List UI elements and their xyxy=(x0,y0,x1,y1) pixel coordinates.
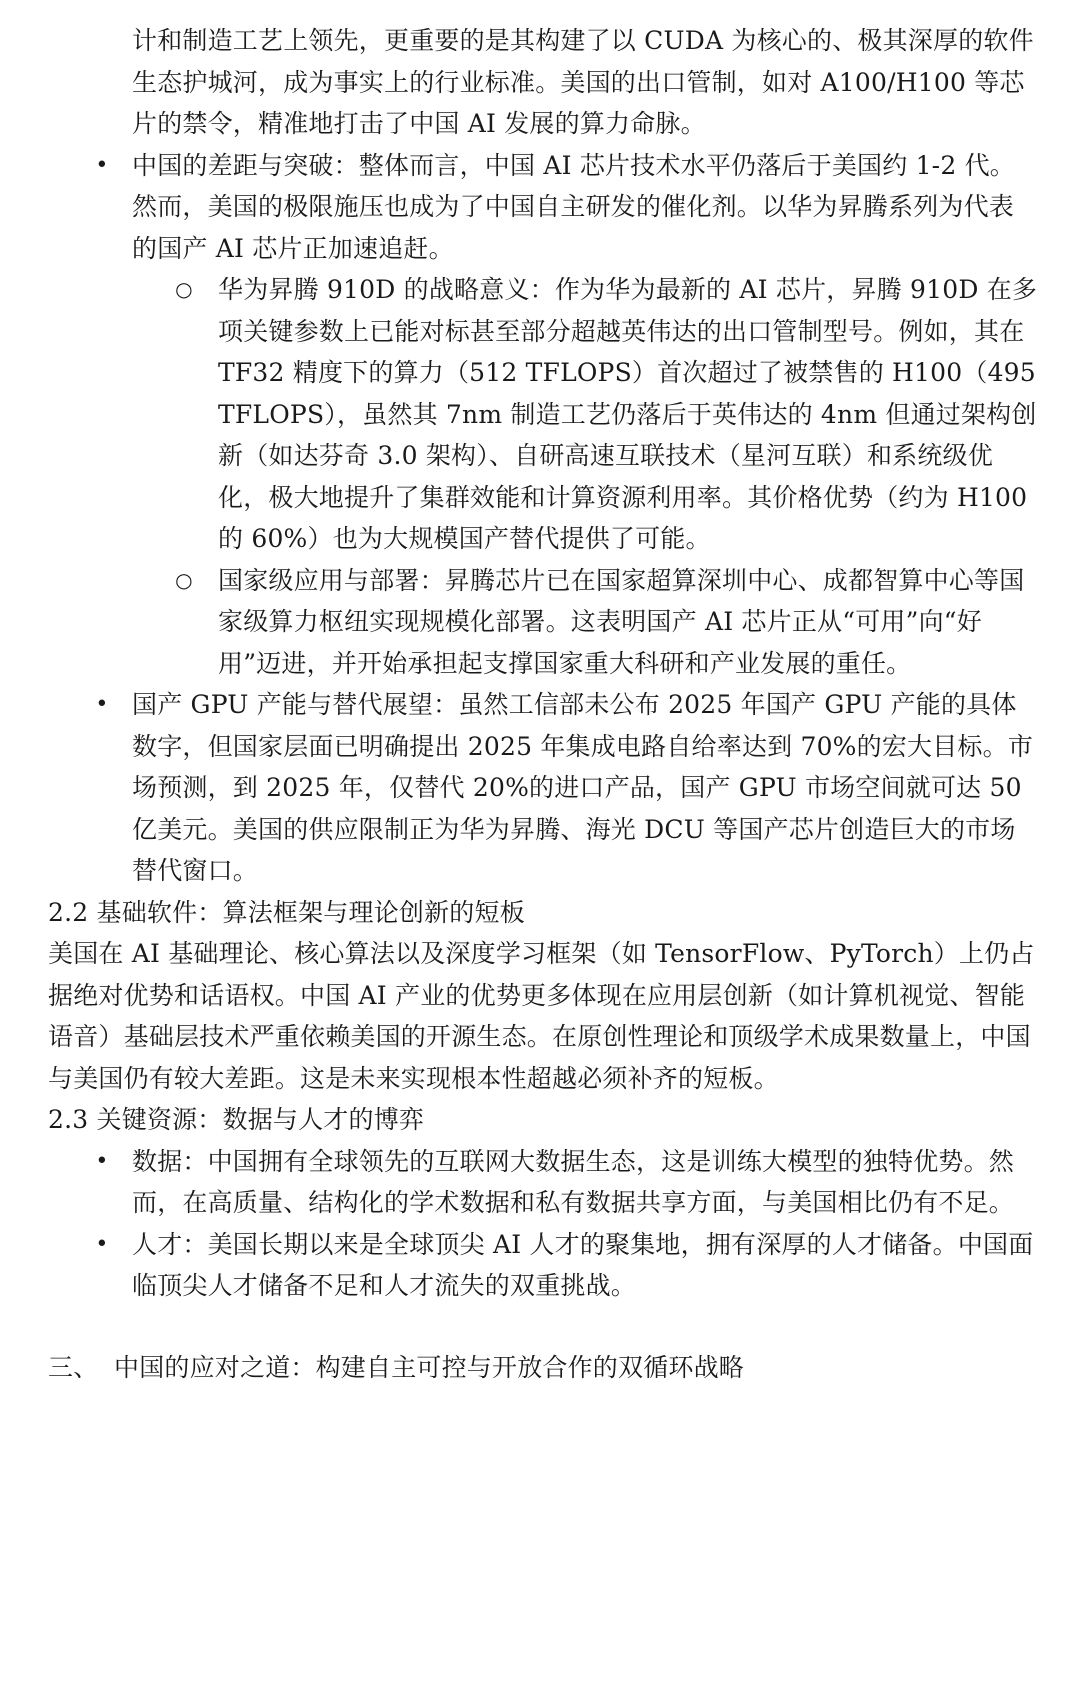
list-item-gpu-capacity xyxy=(48,684,1038,892)
section-title: 中国的应对之道：构建自主可控与开放合作的双循环战略 xyxy=(114,1352,745,1382)
list-item-text: 国产 GPU 产能与替代展望：虽然工信部未公布 2025 年国产 GPU 产能的具体数字，但国家层面已明确提出 2025 年集成电路自给率达到 70%的宏大目标。市场预测，到 2025 年，仅替代 20%的进口产品，国产 GPU 市场空间就可达 50 亿美元。美国的供应限制正为华为昇腾、海光 DCU 等国产芯片创造巨大的市场替代窗口。 xyxy=(132,690,1034,885)
document-page xyxy=(48,20,1038,1388)
sub-list-item-text: 华为昇腾 910D 的战略意义：作为华为最新的 AI 芯片，昇腾 910D 在多项关键参数上已能对标甚至部分超越英伟达的出口管制型号。例如，其在 TF32 精度下的算力（512 TFLOPS）首次超过了被禁售的 H100（495 TFLOPS），虽然其 7nm 制造工艺仍落后于英伟达的 4nm 但通过架构创新（如达芬奇 3.0 架构）、自研高速互联技术（星河互联）和系统级优化，极大地提升了集群效能和计算资源利用率。其价格优势（约为 H100 的 60%）也为大规模国产替代提供了可能。 xyxy=(218,275,1038,553)
sub-list-item-ascend-910d xyxy=(48,269,1038,560)
list-item-text: 数据：中国拥有全球领先的互联网大数据生态，这是训练大模型的独特优势。然而，在高质量、结构化的学术数据和私有数据共享方面，与美国相比仍有不足。 xyxy=(132,1146,1015,1217)
list-item-text: 人才：美国长期以来是全球顶尖 AI 人才的聚集地，拥有深厚的人才储备。中国面临顶尖人才储备不足和人才流失的双重挑战。 xyxy=(132,1229,1034,1300)
bullet-icon: • xyxy=(95,152,109,178)
section-2-3-heading: 2.3 关键资源：数据与人才的博弈 xyxy=(48,1105,425,1134)
bullet-icon: • xyxy=(95,1231,109,1257)
section-number: 三、 xyxy=(48,1352,99,1382)
section-2-2-body: 美国在 AI 基础理论、核心算法以及深度学习框架（如 TensorFlow、PyTorch）上仍占据绝对优势和话语权。中国 AI 产业的优势更多体现在应用层创新（如计算机视觉、智能语音）基础层技术严重依赖美国的开源生态。在原创性理论和顶级学术成果数量上，中国与美国仍有较大差距。这是未来实现根本性超越必须补齐的短板。 xyxy=(48,939,1035,1093)
circle-bullet-icon: ○ xyxy=(175,277,193,301)
section-3-heading xyxy=(48,1347,1038,1389)
sub-list-item-text: 国家级应用与部署：昇腾芯片已在国家超算深圳中心、成都智算中心等国家级算力枢纽实现规模化部署。这表明国产 AI 芯片正从“可用”向“好用”迈进，并开始承担起支撑国家重大科研和产业发展的重任。 xyxy=(218,565,1025,678)
list-item-gap-breakthrough xyxy=(48,145,1038,270)
circle-bullet-icon: ○ xyxy=(175,567,193,592)
bullet-icon: • xyxy=(95,692,109,717)
list-item-text: 中国的差距与突破：整体而言，中国 AI 芯片技术水平仍落后于美国约 1-2 代。然而，美国的极限施压也成为了中国自主研发的催化剂。以华为昇腾系列为代表的国产 AI 芯片正加速追赶。 xyxy=(132,150,1015,263)
list-item-talent xyxy=(48,1224,1038,1307)
section-2-2-heading: 2.2 基础软件：算法框架与理论创新的短板 xyxy=(48,897,525,927)
list-item-data xyxy=(48,1141,1038,1224)
sub-list-item-national-deployment xyxy=(48,560,1038,685)
bullet-icon: • xyxy=(95,1148,109,1174)
spacer xyxy=(48,1307,1038,1347)
continuation-paragraph: 计和制造工艺上领先，更重要的是其构建了以 CUDA 为核心的、极其深厚的软件生态护城河，成为事实上的行业标准。美国的出口管制，如对 A100/H100 等芯片的禁令，精准地打击了中国 AI 发展的算力命脉。 xyxy=(132,26,1034,138)
